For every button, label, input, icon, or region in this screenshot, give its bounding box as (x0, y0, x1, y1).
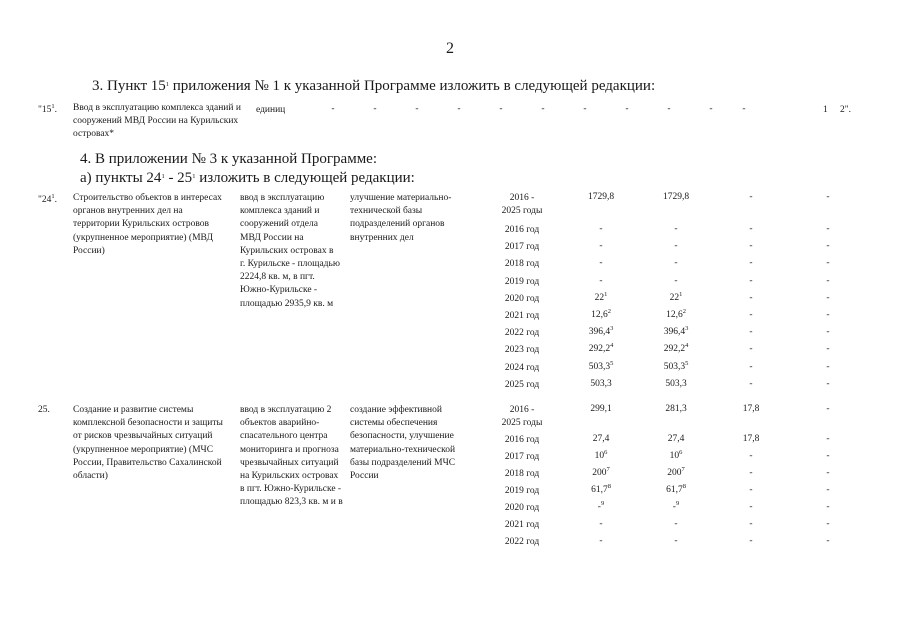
regional-value-text: - (749, 241, 753, 252)
federal-value-text: - (674, 224, 678, 234)
row25-number: 25. (38, 405, 50, 415)
other-value-text: - (826, 192, 830, 202)
year-label: 2022 год (504, 328, 540, 339)
regional-value (726, 536, 776, 546)
row15-num-sup: 1 (51, 103, 55, 110)
total-value-text: 10 (594, 451, 605, 461)
other-value (803, 434, 853, 444)
year-label: 2016 год (504, 435, 540, 445)
row15-dash: - (541, 104, 545, 114)
footnote-ref: 4 (685, 342, 689, 350)
regional-value-text: - (749, 275, 753, 286)
total-value (576, 290, 626, 303)
total-value (576, 344, 626, 354)
other-value (803, 327, 853, 337)
other-value-text: - (826, 344, 830, 355)
row24-num-sup: 1 (51, 193, 55, 200)
regional-value (726, 224, 776, 234)
regional-value (726, 362, 776, 372)
item3-text-after: приложения № 1 к указанной Программе изложить в следующей редакции: (169, 78, 656, 94)
regional-value-text: - (749, 536, 753, 546)
footnote-ref: 3 (685, 325, 689, 333)
total-value-text: 1729,8 (587, 192, 615, 202)
total-value (576, 192, 626, 202)
regional-value (726, 293, 776, 303)
regional-value (726, 451, 776, 461)
federal-value-text: - (672, 502, 676, 512)
row15-dash: - (625, 104, 629, 114)
footnote-ref: 5 (685, 359, 689, 367)
other-value (803, 536, 853, 546)
federal-value (651, 310, 701, 320)
year-label: 2016 - 2025 годы (501, 405, 543, 428)
federal-value-text: 12,6 (666, 310, 683, 320)
federal-value (651, 290, 701, 303)
other-value-text: - (826, 275, 830, 286)
regional-value (726, 519, 776, 529)
federal-value (651, 327, 701, 337)
row24-num-end: . (54, 195, 58, 205)
federal-value-text: - (674, 275, 678, 286)
row15-dash: - (499, 104, 503, 114)
other-value (803, 485, 853, 495)
regional-value-text: - (749, 310, 753, 320)
row15-value-1: 1 (823, 105, 828, 115)
federal-value-text: 503,3 (663, 361, 686, 372)
other-value (803, 451, 853, 461)
federal-value-text: - (674, 241, 678, 252)
total-value-text: - (599, 241, 603, 252)
year-label: 2018 год (504, 469, 540, 479)
row15-dash: - (373, 104, 377, 114)
total-value-text: 27,4 (592, 434, 610, 444)
other-value-text: - (826, 485, 830, 495)
total-value (576, 379, 626, 389)
footnote-ref: 1 (679, 290, 683, 298)
row15-dash: - (742, 104, 746, 114)
footnote-ref: 8 (682, 483, 686, 490)
other-value-text: - (826, 361, 830, 372)
footnote-ref: 6 (604, 449, 608, 456)
total-value-text: - (599, 519, 603, 529)
federal-value (651, 224, 701, 234)
federal-value-text: - (674, 519, 678, 529)
regional-value (726, 310, 776, 320)
total-value (576, 502, 626, 512)
footnote-ref: 5 (610, 359, 614, 367)
total-value-text: 503,3 (590, 378, 612, 389)
other-value-text: - (826, 434, 830, 444)
federal-value (651, 451, 701, 461)
federal-value-text: 10 (669, 451, 680, 461)
federal-value (651, 404, 701, 414)
year-label: 2020 год (504, 503, 540, 513)
year-label: 2020 год (504, 293, 540, 304)
federal-value (651, 359, 701, 372)
total-value (576, 276, 626, 286)
total-value-text: 200 (592, 468, 607, 478)
row25-indicator: ввод в эксплуатацию 2 объектов аварийно-спасательного центра мониторинга и прогноза чрезвычайных ситуаций на Курильских островах в пгт. Южно-Курильске - площадью 823,3 кв. м и в (240, 405, 343, 508)
federal-value-text: 281,3 (665, 404, 687, 414)
other-value (803, 362, 853, 372)
row15-unit: единиц (256, 105, 286, 115)
regional-value-text: - (749, 258, 753, 269)
total-value-text: 22 (594, 292, 605, 303)
regional-value (726, 258, 776, 268)
row15-dash: - (457, 104, 461, 114)
regional-value-text: - (749, 327, 753, 338)
total-value-text: 12,6 (591, 310, 608, 320)
federal-value-text: 61,7 (666, 485, 683, 495)
item3-sup: 1 (165, 81, 170, 88)
federal-value (651, 276, 701, 286)
row24-num: "24 (38, 195, 52, 205)
item4a-heading (80, 170, 415, 187)
other-value-text: - (826, 519, 830, 529)
row15-dash: - (415, 104, 419, 114)
item4a-sup-1: 1 (161, 173, 165, 180)
total-value (576, 468, 626, 478)
regional-value-text: 17,8 (742, 404, 760, 414)
footnote-ref: 7 (681, 466, 685, 473)
federal-value-text: 1729,8 (662, 192, 690, 202)
other-value (803, 519, 853, 529)
federal-value-text: 27,4 (667, 434, 685, 444)
other-value-text: - (826, 224, 830, 234)
row15-dash: - (331, 104, 335, 114)
other-value-text: - (826, 468, 830, 478)
item4a-text-after: изложить в следующей редакции: (195, 170, 415, 186)
other-value (803, 293, 853, 303)
item4a-sup-2: 1 (192, 173, 196, 180)
federal-value (651, 192, 701, 202)
regional-value-text: - (749, 468, 753, 478)
other-value-text: - (826, 536, 830, 546)
row25-result: создание эффективной системы обеспечения безопасности, улучшение материально-технической базы подразделений МЧС России (350, 405, 456, 482)
other-value (803, 192, 853, 202)
year-label: 2017 год (504, 452, 540, 462)
row15-number (38, 104, 57, 117)
regional-value-text: - (749, 451, 753, 461)
total-value (576, 241, 626, 251)
other-value (803, 224, 853, 234)
total-value (576, 434, 626, 444)
year-label: 2025 год (504, 379, 540, 390)
row15-dash: - (667, 104, 671, 114)
regional-value-text: - (749, 519, 753, 529)
other-value-text: - (826, 378, 830, 389)
other-value (803, 502, 853, 512)
footnote-ref: 7 (606, 466, 610, 473)
row15-dash: - (583, 104, 587, 114)
year-label: 2022 год (504, 537, 540, 547)
federal-value (651, 241, 701, 251)
other-value (803, 344, 853, 354)
other-value-text: - (826, 292, 830, 303)
year-label: 2024 год (504, 362, 540, 373)
row15-value-2: 2". (840, 105, 852, 115)
regional-value (726, 241, 776, 251)
regional-value-text: - (749, 292, 753, 303)
total-value-text: - (597, 502, 601, 512)
total-value-text: 299,1 (590, 404, 612, 414)
other-value (803, 258, 853, 268)
total-value (576, 519, 626, 529)
total-value-text: 292,2 (588, 344, 611, 355)
year-label: 2016 - 2025 годы (501, 193, 543, 216)
total-value-text: 503,3 (588, 361, 611, 372)
other-value-text: - (826, 451, 830, 461)
row15-num-end: . (54, 105, 58, 115)
federal-value-text: 22 (669, 292, 680, 303)
row24-name: Строительство объектов в интересах органов внутренних дел на территории Курильских островов (укрупненное мероприятие) (МВД России) (73, 193, 222, 256)
federal-value (651, 434, 701, 444)
regional-value (726, 404, 776, 414)
other-value (803, 379, 853, 389)
federal-value-text: 200 (667, 468, 682, 478)
regional-value (726, 468, 776, 478)
total-value-text: 61,7 (591, 485, 608, 495)
row15-description: Ввод в эксплуатацию комплекса зданий и сооружений МВД России на Курильских островах* (73, 103, 241, 140)
total-value (576, 404, 626, 414)
regional-value (726, 344, 776, 354)
year-label: 2018 год (504, 259, 540, 270)
federal-value (651, 519, 701, 529)
item4a-middle: - 25 (164, 170, 193, 186)
footnote-ref: 3 (610, 325, 614, 333)
other-value (803, 241, 853, 251)
federal-value (651, 485, 701, 495)
year-label: 2021 год (504, 311, 540, 321)
footnote-ref: 4 (610, 342, 614, 350)
federal-value (651, 258, 701, 268)
total-value-text: - (599, 224, 603, 234)
row15-dash: - (709, 104, 713, 114)
regional-value-text: 17,8 (742, 434, 760, 444)
federal-value-text: - (674, 258, 678, 269)
other-value-text: - (826, 258, 830, 269)
footnote-ref: 8 (607, 483, 611, 490)
row24-result: улучшение материально-технической базы подразделений органов внутренних дел (350, 193, 452, 243)
regional-value-text: - (749, 485, 753, 495)
other-value (803, 404, 853, 414)
year-label: 2019 год (504, 276, 540, 287)
total-value (576, 451, 626, 461)
item3-heading (92, 78, 655, 95)
footnote-ref: 9 (675, 500, 680, 507)
federal-value (651, 536, 701, 546)
footnote-ref: 1 (604, 290, 608, 298)
regional-value-text: - (749, 224, 753, 234)
regional-value (726, 327, 776, 337)
regional-value-text: - (749, 344, 753, 355)
other-value-text: - (826, 241, 830, 252)
row25-name: Создание и развитие системы комплексной безопасности и защиты от рисков чрезвычайных ситуаций (укрупненное мероприятие) (МЧС России, Правительство Сахалинской области) (73, 405, 223, 482)
row24-number (38, 194, 57, 207)
regional-value (726, 502, 776, 512)
row15-num: "15 (38, 105, 52, 115)
other-value-text: - (826, 327, 830, 338)
item3-text-before: 3. Пункт 15 (92, 78, 166, 94)
year-label: 2021 год (504, 520, 540, 530)
total-value (576, 536, 626, 546)
item4a-text-before: а) пункты 24 (80, 170, 162, 186)
year-label: 2017 год (504, 242, 540, 253)
year-label: 2023 год (504, 345, 540, 356)
regional-value-text: - (749, 361, 753, 372)
federal-value-text: - (674, 536, 678, 546)
year-label: 2019 год (504, 486, 540, 496)
regional-value (726, 276, 776, 286)
total-value-text: - (599, 275, 603, 286)
federal-value (651, 379, 701, 389)
total-value (576, 224, 626, 234)
other-value (803, 468, 853, 478)
regional-value (726, 192, 776, 202)
total-value-text: 396,4 (588, 327, 611, 338)
total-value (576, 359, 626, 372)
regional-value (726, 485, 776, 495)
federal-value-text: 292,2 (663, 344, 686, 355)
federal-value (651, 468, 701, 478)
other-value-text: - (826, 502, 830, 512)
total-value (576, 327, 626, 337)
regional-value-text: - (749, 502, 753, 512)
page-number: 2 (446, 40, 454, 57)
regional-value-text: - (749, 378, 753, 389)
total-value (576, 485, 626, 495)
other-value (803, 310, 853, 320)
total-value-text: - (599, 258, 603, 269)
footnote-ref: 9 (600, 500, 605, 507)
regional-value (726, 434, 776, 444)
other-value-text: - (826, 310, 830, 320)
federal-value (651, 344, 701, 354)
other-value-text: - (826, 404, 830, 414)
total-value-text: - (599, 536, 603, 546)
footnote-ref: 2 (607, 308, 611, 315)
regional-value-text: - (749, 192, 753, 202)
federal-value-text: 503,3 (665, 378, 687, 389)
footnote-ref: 6 (679, 449, 683, 456)
item4-heading: 4. В приложении № 3 к указанной Программе: (80, 151, 378, 167)
row24-indicator: ввод в эксплуатацию комплекса зданий и сооружений отдела МВД России на Курильских островах в г. Курильске - площадью 2224,8 кв. м, в пгт. Южно-Курильске - площадью 2935,9 кв. м (240, 193, 340, 309)
year-label: 2016 год (504, 225, 540, 235)
regional-value (726, 379, 776, 389)
other-value (803, 276, 853, 286)
total-value (576, 258, 626, 268)
federal-value (651, 502, 701, 512)
footnote-ref: 2 (682, 308, 686, 315)
total-value (576, 310, 626, 320)
federal-value-text: 396,4 (663, 327, 686, 338)
